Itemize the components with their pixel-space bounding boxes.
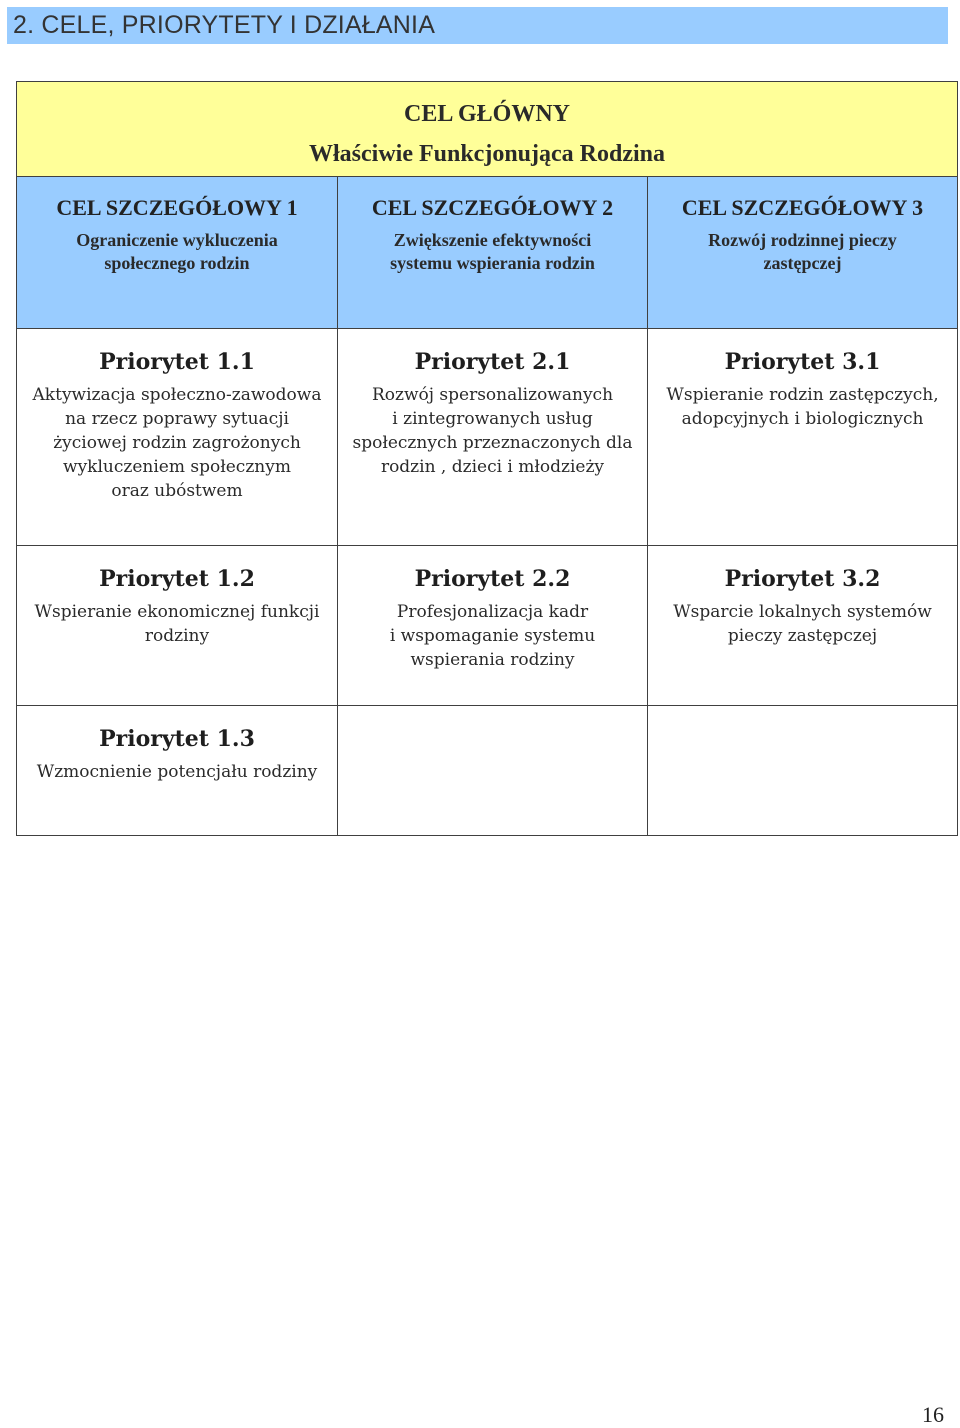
empty-cell [338,706,648,836]
priority-description [654,383,951,431]
priority-title: Priorytet 1.2 [99,566,255,592]
specific-goals-row [17,177,958,329]
priority-title: Priorytet 2.1 [414,349,571,375]
priority-3-1 [648,329,958,546]
priority-1-1 [17,329,338,546]
priority-line: Wsparcie lokalnych systemów [673,602,932,622]
priority-line: i zintegrowanych usług [392,409,593,429]
specific-goal-line: Ograniczenie wykluczenia [76,230,278,250]
priority-line: rodzin , dzieci i młodzieży [380,457,605,477]
specific-goal-description [25,229,329,275]
priority-description [344,383,641,479]
priority-title: Priorytet 3.2 [724,566,881,592]
priority-1-3 [17,706,338,836]
priority-line: Aktywizacja społeczno-zawodowa [32,385,322,405]
priorities-row-1 [17,329,958,546]
priority-description [23,383,331,503]
priority-line: pieczy zastępczej [727,626,878,646]
main-goal-name: Właściwie Funkcjonująca Rodzina [308,141,665,167]
priority-line: Wspieranie ekonomicznej funkcji [34,602,320,622]
priority-title: Priorytet 1.1 [99,349,255,375]
empty-cell [648,706,958,836]
priority-line: i wspomaganie systemu [389,626,596,646]
priority-line: wykluczeniem społecznym [63,457,291,477]
priority-line: adopcyjnych i biologicznych [681,409,924,429]
priority-2-1 [338,329,648,546]
main-goal-row [17,82,958,177]
specific-goal-1 [17,177,338,329]
priority-title: Priorytet 3.1 [724,349,881,375]
main-goal-label: CEL GŁÓWNY [403,101,571,127]
goals-table [16,81,958,836]
priorities-row-2 [17,546,958,706]
priority-line: Wspieranie rodzin zastępczych, [666,385,939,405]
priority-2-2 [338,546,648,706]
priority-line: życiowej rodzin zagrożonych [53,433,301,453]
section-title: 2. CELE, PRIORYTETY I DZIAŁANIA [13,11,436,39]
priority-line: Rozwój spersonalizowanych [371,385,614,405]
specific-goal-line: społecznego rodzin [104,253,250,273]
priority-description [23,760,331,784]
priority-description [654,600,951,648]
priority-line: oraz ubóstwem [111,481,243,501]
priority-line: Wzmocnienie potencjału rodziny [36,762,318,782]
specific-goal-line: Rozwój rodzinnej pieczy [708,230,897,250]
specific-goal-3 [648,177,958,329]
priority-line: wspierania rodziny [410,650,575,670]
page-number: 16 [922,1402,944,1427]
specific-goal-line: Zwiększenie efektywności [393,230,592,250]
priority-line: rodziny [144,626,210,646]
specific-goal-description [656,229,949,275]
priority-line: na rzecz poprawy sytuacji [65,409,289,429]
priority-description [344,600,641,672]
priority-title: Priorytet 1.3 [99,726,255,752]
specific-goal-line: systemu wspierania rodzin [390,253,595,273]
priority-line: Profesjonalizacja kadr [396,602,589,622]
specific-goal-title: CEL SZCZEGÓŁOWY 1 [56,195,298,220]
priority-3-2 [648,546,958,706]
section-header [7,7,948,44]
priority-title: Priorytet 2.2 [414,566,571,592]
priority-line: społecznych przeznaczonych dla [352,433,633,453]
priority-1-2 [17,546,338,706]
priority-description [23,600,331,648]
specific-goal-title: CEL SZCZEGÓŁOWY 3 [681,195,924,220]
specific-goal-line: zastępczej [763,253,842,273]
specific-goal-title: CEL SZCZEGÓŁOWY 2 [371,195,614,220]
priorities-row-3 [17,706,958,836]
main-goal-cell [17,82,958,177]
specific-goal-description [346,229,639,275]
specific-goal-2 [338,177,648,329]
